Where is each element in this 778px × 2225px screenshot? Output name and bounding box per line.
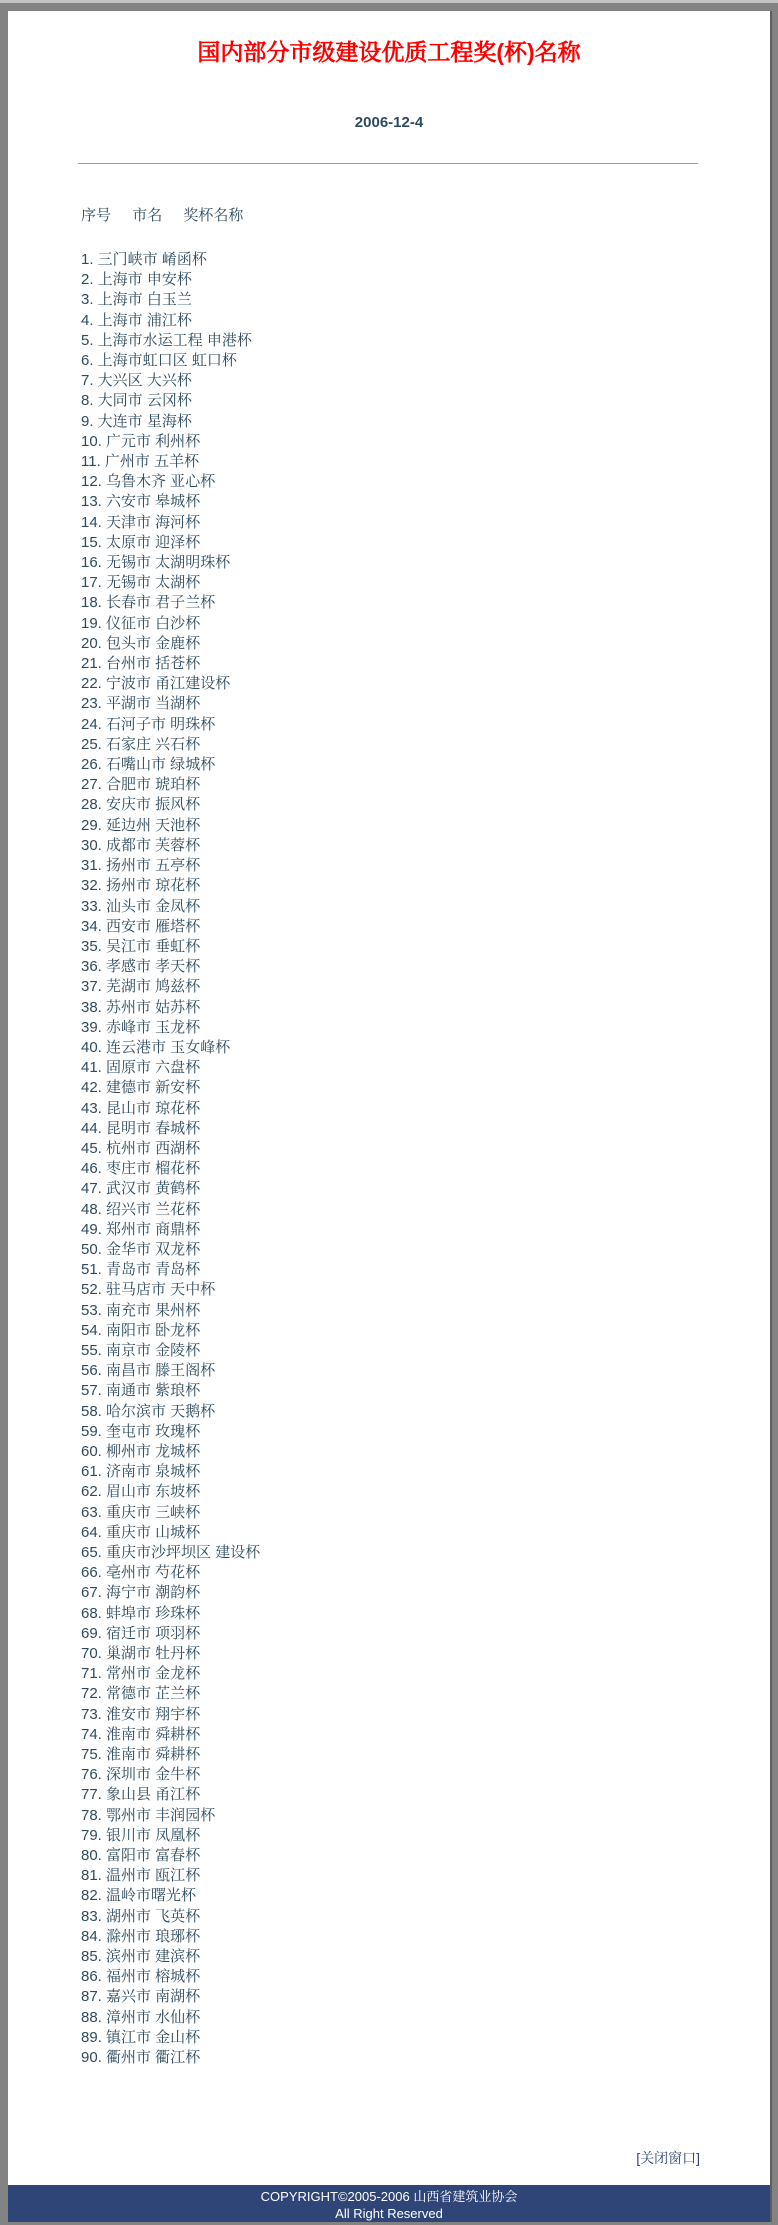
list-item: 7. 大兴区 大兴杯 — [81, 372, 192, 390]
list-item: 90. 衢州市 衢江杯 — [81, 2049, 201, 2067]
copyright-text: COPYRIGHT©2005-2006 山西省建筑业协会 — [260, 2189, 518, 2204]
award-list — [81, 250, 770, 2068]
list-item: 69. 宿迁市 项羽杯 — [81, 1624, 201, 1642]
list-item: 44. 昆明市 春城杯 — [81, 1119, 201, 1137]
page-body — [8, 11, 772, 2222]
list-item: 74. 淮南市 舜耕杯 — [81, 1725, 201, 1743]
list-item: 32. 扬州市 琼花杯 — [81, 877, 201, 895]
publish-date: 2006-12-4 — [354, 114, 424, 131]
list-item: 55. 南京市 金陵杯 — [81, 1341, 201, 1359]
list-item: 36. 孝感市 孝天杯 — [81, 958, 201, 976]
list-item: 62. 眉山市 东坡杯 — [81, 1483, 201, 1501]
list-item: 4. 上海市 浦江杯 — [81, 311, 192, 329]
list-item: 16. 无锡市 太湖明珠杯 — [81, 554, 231, 572]
list-item: 20. 包头市 金鹿杯 — [81, 634, 201, 652]
list-item: 85. 滨州市 建滨杯 — [81, 1948, 201, 1966]
list-item: 12. 乌鲁木齐 亚心杯 — [81, 473, 216, 491]
list-item: 5. 上海市水运工程 申港杯 — [81, 331, 252, 349]
list-item: 75. 淮南市 舜耕杯 — [81, 1746, 201, 1764]
list-item: 33. 汕头市 金凤杯 — [81, 897, 201, 915]
list-item: 46. 枣庄市 榴花杯 — [81, 1160, 201, 1178]
list-header — [81, 206, 770, 226]
list-item: 66. 亳州市 芍花杯 — [81, 1564, 201, 1582]
list-item: 41. 固原市 六盘杯 — [81, 1059, 201, 1077]
list-item: 27. 合肥市 琥珀杯 — [81, 776, 201, 794]
list-item: 84. 滁州市 琅琊杯 — [81, 1927, 201, 1945]
list-item: 86. 福州市 榕城杯 — [81, 1968, 201, 1986]
list-item: 52. 驻马店市 天中杯 — [81, 1281, 216, 1299]
list-item: 19. 仪征市 白沙杯 — [81, 614, 201, 632]
list-item: 56. 南昌市 滕王阁杯 — [81, 1362, 216, 1380]
list-item: 47. 武汉市 黄鹤杯 — [81, 1180, 201, 1198]
list-item: 9. 大连市 星海杯 — [81, 412, 192, 430]
list-item: 30. 成都市 芙蓉杯 — [81, 836, 201, 854]
list-item: 26. 石嘴山市 绿城杯 — [81, 756, 216, 774]
list-item: 79. 银川市 凤凰杯 — [81, 1826, 201, 1844]
list-item: 81. 温州市 瓯江杯 — [81, 1867, 201, 1885]
list-item: 80. 富阳市 富春杯 — [81, 1847, 201, 1865]
list-item: 13. 六安市 皋城杯 — [81, 493, 201, 511]
divider — [78, 163, 698, 164]
list-item: 67. 海宁市 潮韵杯 — [81, 1584, 201, 1602]
list-item: 48. 绍兴市 兰花杯 — [81, 1200, 201, 1218]
column-header-cup: 奖杯名称 — [183, 207, 244, 224]
list-item: 8. 大同市 云冈杯 — [81, 392, 192, 410]
list-item: 54. 南阳市 卧龙杯 — [81, 1321, 201, 1339]
list-item: 35. 吴江市 垂虹杯 — [81, 937, 201, 955]
list-item: 65. 重庆市沙坪坝区 建设杯 — [81, 1544, 261, 1561]
list-item: 11. 广州市 五羊杯 — [81, 453, 200, 471]
list-item: 89. 镇江市 金山杯 — [81, 2028, 201, 2046]
list-item: 39. 赤峰市 玉龙杯 — [81, 1018, 201, 1036]
list-item: 6. 上海市虹口区 虹口杯 — [81, 352, 237, 370]
list-item: 10. 广元市 利州杯 — [81, 432, 201, 450]
list-item: 87. 嘉兴市 南湖杯 — [81, 1988, 201, 2006]
list-item: 68. 蚌埠市 珍珠杯 — [81, 1604, 201, 1622]
list-item: 31. 扬州市 五亭杯 — [81, 857, 201, 875]
list-item: 23. 平湖市 当湖杯 — [81, 695, 201, 713]
list-item: 63. 重庆市 三峡杯 — [81, 1503, 201, 1521]
list-item: 43. 昆山市 琼花杯 — [81, 1099, 201, 1117]
column-header-city: 市名 — [132, 207, 163, 224]
list-item: 51. 青岛市 青岛杯 — [81, 1261, 201, 1279]
list-item: 71. 常州市 金龙杯 — [81, 1665, 201, 1683]
list-item: 1. 三门峡市 崤函杯 — [81, 251, 207, 268]
list-item: 3. 上海市 白玉兰 — [81, 291, 192, 309]
list-item: 88. 漳州市 水仙杯 — [81, 2008, 201, 2026]
list-item: 18. 长春市 君子兰杯 — [81, 594, 216, 612]
close-window-link[interactable]: [关闭窗口] — [636, 2150, 700, 2166]
list-item: 24. 石河子市 明珠杯 — [81, 715, 216, 733]
column-header-no: 序号 — [81, 207, 112, 224]
list-item: 37. 芜湖市 鸠兹杯 — [81, 978, 201, 996]
list-item: 73. 淮安市 翔宇杯 — [81, 1705, 201, 1723]
footer — [8, 2185, 770, 2222]
list-item: 38. 苏州市 姑苏杯 — [81, 998, 201, 1016]
list-item: 61. 济南市 泉城杯 — [81, 1463, 201, 1481]
list-item: 83. 湖州市 飞英杯 — [81, 1907, 201, 1925]
list-item: 72. 常德市 芷兰杯 — [81, 1685, 201, 1703]
list-item: 45. 杭州市 西湖杯 — [81, 1139, 201, 1157]
list-item: 28. 安庆市 振风杯 — [81, 796, 201, 814]
list-item: 49. 郑州市 商鼎杯 — [81, 1220, 201, 1238]
list-item: 50. 金华市 双龙杯 — [81, 1240, 201, 1258]
list-item: 77. 象山县 甬江杯 — [81, 1786, 201, 1804]
list-item: 76. 深圳市 金牛杯 — [81, 1766, 201, 1784]
list-item: 15. 太原市 迎泽杯 — [81, 533, 201, 551]
list-item: 82. 温岭市曙光杯 — [81, 1887, 197, 1905]
list-item: 70. 巢湖市 牡丹杯 — [81, 1645, 201, 1663]
list-item: 78. 鄂州市 丰润园杯 — [81, 1806, 216, 1824]
list-item: 64. 重庆市 山城杯 — [81, 1523, 201, 1541]
list-item: 21. 台州市 括苍杯 — [81, 655, 201, 673]
list-item: 25. 石家庄 兴石杯 — [81, 735, 201, 753]
list-item: 34. 西安市 雁塔杯 — [81, 917, 201, 935]
list-item: 57. 南通市 紫琅杯 — [81, 1382, 201, 1400]
list-item: 40. 连云港市 玉女峰杯 — [81, 1038, 231, 1056]
list-item: 59. 奎屯市 玫瑰杯 — [81, 1422, 201, 1440]
list-item: 2. 上海市 申安杯 — [81, 271, 192, 289]
list-item: 58. 哈尔滨市 天鹅杯 — [81, 1402, 216, 1420]
rights-text: All Right Reserved — [335, 2206, 443, 2221]
list-item: 42. 建德市 新安杯 — [81, 1079, 201, 1097]
list-item: 53. 南充市 果州杯 — [81, 1301, 201, 1319]
list-item: 22. 宁波市 甬江建设杯 — [81, 675, 231, 693]
page-title: 国内部分市级建设优质工程奖(杯)名称 — [197, 39, 581, 65]
list-item: 17. 无锡市 太湖杯 — [81, 574, 201, 592]
list-item: 60. 柳州市 龙城杯 — [81, 1442, 201, 1460]
list-item: 14. 天津市 海河杯 — [81, 513, 201, 531]
list-item: 29. 延边州 天池杯 — [81, 816, 201, 834]
window-top-strip — [0, 0, 778, 3]
